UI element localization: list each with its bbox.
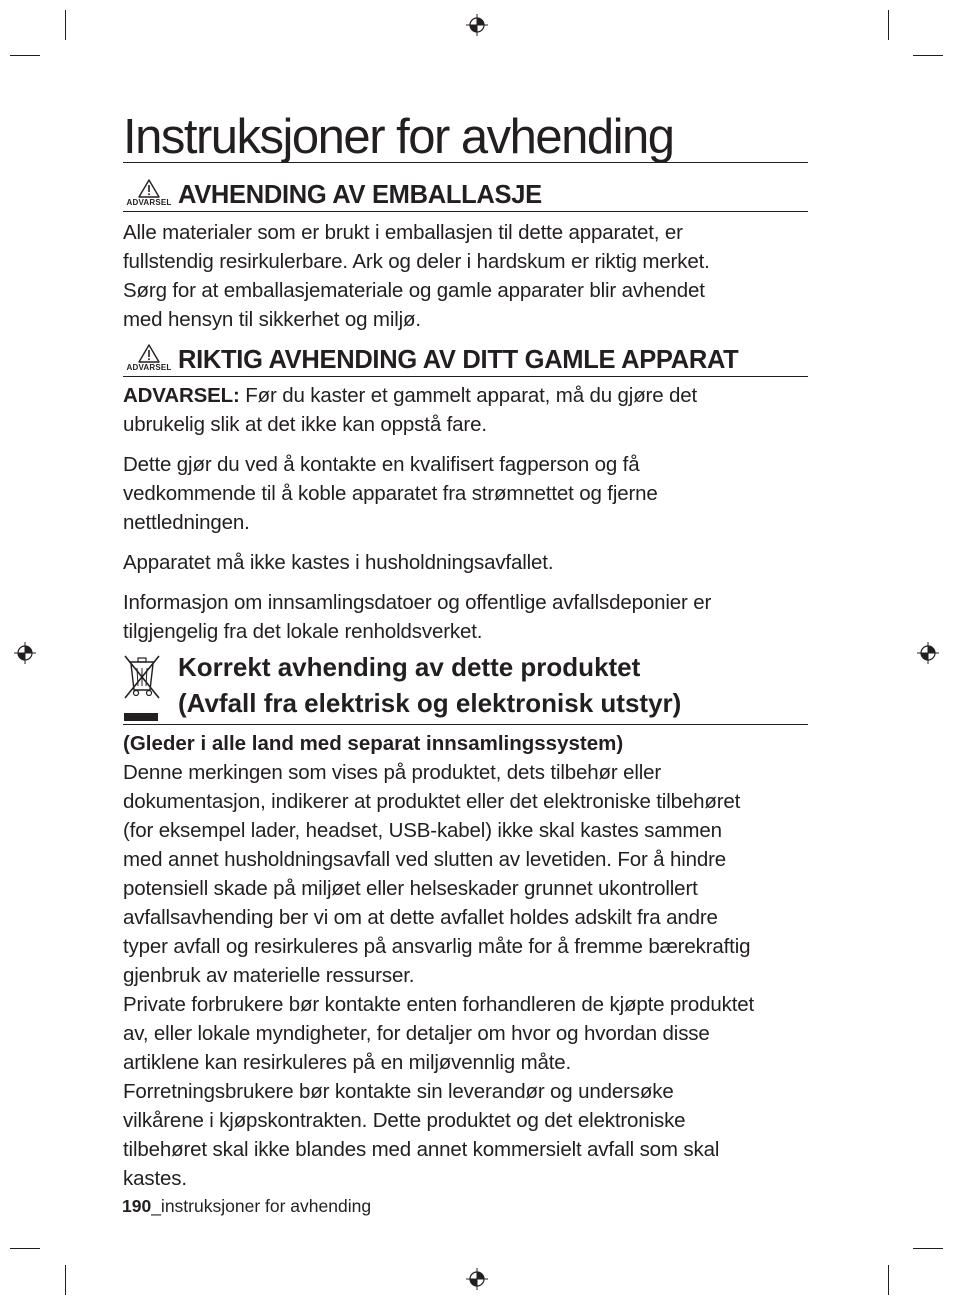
- weee-bar: [124, 713, 158, 721]
- page-title: Instruksjoner for avhending: [123, 112, 808, 163]
- packaging-paragraph: [123, 218, 838, 334]
- crop-mark: [913, 55, 943, 56]
- text-line: Apparatet må ikke kastes i husholdningsavfallet.: [123, 551, 554, 574]
- section-heading-text: AVHENDING AV EMBALLASJE: [178, 181, 542, 209]
- section-heading-old-appliance: [123, 336, 808, 377]
- text-line: fullstendig resirkulerbare. Ark og deler i hardskum er riktig merket.: [123, 250, 710, 273]
- weee-paragraph: [123, 758, 838, 1193]
- section-heading-text: (Avfall fra elektrisk og elektronisk utstyr): [178, 688, 682, 718]
- warning-text: Før du kaster et gammelt apparat, må du gjøre det: [239, 384, 698, 407]
- contact-paragraph: [123, 450, 838, 537]
- crossed-out-bin-icon: [123, 654, 161, 700]
- text-line: (for eksempel lader, headset, USB-kabel) ikke skal kastes sammen: [123, 819, 722, 842]
- warning-triangle-icon: [138, 179, 160, 198]
- warning-badge: [123, 344, 175, 372]
- information-paragraph: [123, 588, 838, 646]
- crop-mark: [888, 1265, 889, 1295]
- text-line: Private forbrukere bør kontakte enten forhandleren de kjøpte produktet: [123, 993, 755, 1016]
- crop-mark: [10, 1248, 40, 1249]
- section-heading-text: Korrekt avhending av dette produktet: [178, 652, 641, 682]
- text-line: tilgjengelig fra det lokale renholdsverket.: [123, 620, 483, 643]
- warning-lead: ADVARSEL:: [123, 384, 240, 407]
- text-line: typer avfall og resirkuleres på ansvarlig måte for å fremme bærekraftig: [123, 935, 751, 958]
- text-line: Dette gjør du ved å kontakte en kvalifisert fagperson og få: [123, 453, 640, 476]
- text-line: Sørg for at emballasjemateriale og gamle apparater blir avhendet: [123, 279, 705, 302]
- text-line: ubrukelig slik at det ikke kan oppstå fare.: [123, 413, 487, 436]
- registration-mark-icon: [917, 642, 939, 664]
- page-content: [123, 112, 838, 1193]
- section-heading-weee: [123, 652, 808, 725]
- text-line: Forretningsbrukere bør kontakte sin leverandør og undersøke: [123, 1080, 674, 1103]
- text-line: dokumentasjon, indikerer at produktet eller det elektroniske tilbehøret: [123, 790, 741, 813]
- text-line: potensiell skade på miljøet eller helseskader grunnet ukontrollert: [123, 877, 698, 900]
- text-line: med annet husholdningsavfall ved slutten av levetiden. For å hindre: [123, 848, 727, 871]
- text-line: avfallsavhending ber vi om at dette avfallet holdes adskilt fra andre: [123, 906, 718, 929]
- text-line: [123, 381, 838, 410]
- section-subheading: (Gleder i alle land med separat innsamlingssystem): [123, 732, 624, 755]
- text-line: kastes.: [123, 1167, 187, 1190]
- warning-triangle-icon: [138, 344, 160, 363]
- section-heading-text: RIKTIG AVHENDING AV DITT GAMLE APPARAT: [178, 346, 739, 374]
- text-line: vedkommende til å koble apparatet fra strømnettet og fjerne: [123, 482, 658, 505]
- warning-badge: [123, 179, 175, 207]
- warning-label: ADVARSEL: [126, 198, 172, 207]
- warning-paragraph: [123, 381, 838, 439]
- text-line: tilbehøret skal ikke blandes med annet kommersielt avfall som skal: [123, 1138, 720, 1161]
- text-line: Alle materialer som er brukt i emballasjen til dette apparatet, er: [123, 221, 683, 244]
- registration-mark-icon: [14, 642, 36, 664]
- household-paragraph: [123, 548, 838, 577]
- text-line: med hensyn til sikkerhet og miljø.: [123, 308, 421, 331]
- text-line: Denne merkingen som vises på produktet, dets tilbehør eller: [123, 761, 662, 784]
- warning-label: ADVARSEL: [126, 363, 172, 372]
- text-line: av, eller lokale myndigheter, for detaljer om hvor og hvordan disse: [123, 1022, 710, 1045]
- page-footer: [122, 1196, 371, 1217]
- text-line: gjenbruk av materielle ressurser.: [123, 964, 415, 987]
- crop-mark: [65, 10, 66, 40]
- crop-mark: [888, 10, 889, 40]
- page-number: 190: [122, 1196, 152, 1216]
- text-line: nettledningen.: [123, 511, 250, 534]
- registration-mark-icon: [466, 1268, 488, 1290]
- crop-mark: [913, 1248, 943, 1249]
- text-line: Informasjon om innsamlingsdatoer og offentlige avfallsdeponier er: [123, 591, 712, 614]
- crop-mark: [10, 55, 40, 56]
- registration-mark-icon: [466, 14, 488, 36]
- footer-text: _instruksjoner for avhending: [151, 1196, 372, 1216]
- text-line: vilkårene i kjøpskontrakten. Dette produktet og det elektroniske: [123, 1109, 686, 1132]
- section-heading-packaging: [123, 171, 808, 212]
- text-line: artiklene kan resirkuleres på en miljøvennlig måte.: [123, 1051, 572, 1074]
- crop-mark: [65, 1265, 66, 1295]
